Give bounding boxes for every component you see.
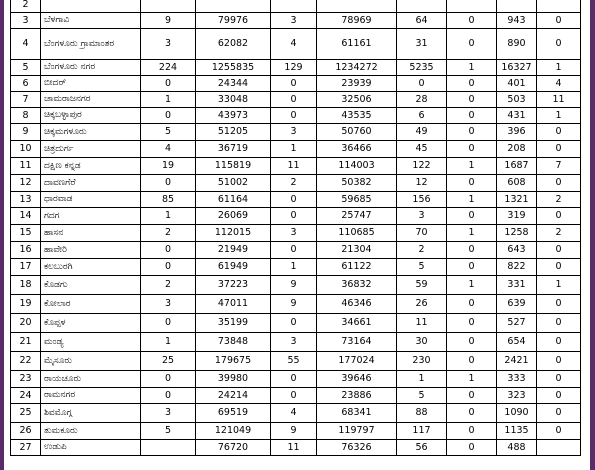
table-row <box>11 0 581 13</box>
value-cell: 527 <box>497 314 537 333</box>
value-cell: 4 <box>537 76 581 92</box>
district-name-cell: ಚಾಮರಾಜನಗರ <box>41 92 141 108</box>
value-cell <box>537 440 581 456</box>
value-cell: 129 <box>271 60 317 76</box>
right-border-rule <box>590 0 595 470</box>
table-row <box>11 13 581 29</box>
value-cell: 0 <box>447 259 497 276</box>
value-cell: 9 <box>141 13 196 29</box>
value-cell: 2 <box>141 225 196 242</box>
district-name-cell: ದಾವಣಗೆರೆ <box>41 175 141 192</box>
value-cell: 0 <box>447 242 497 259</box>
value-cell: 28 <box>397 92 447 108</box>
table-row <box>11 124 581 141</box>
row-number-cell: 11 <box>11 158 41 175</box>
value-cell: 36466 <box>317 141 397 158</box>
value-cell: 1 <box>447 192 497 208</box>
value-cell: 654 <box>497 333 537 352</box>
value-cell: 33048 <box>196 92 271 108</box>
value-cell: 1255835 <box>196 60 271 76</box>
table-row <box>11 276 581 295</box>
value-cell: 0 <box>537 175 581 192</box>
value-cell: 208 <box>497 141 537 158</box>
value-cell: 121049 <box>196 423 271 440</box>
value-cell: 0 <box>141 108 196 124</box>
value-cell: 431 <box>497 108 537 124</box>
value-cell: 24214 <box>196 388 271 404</box>
value-cell: 11 <box>271 440 317 456</box>
district-name-cell: ರಾಯಚೂರು <box>41 371 141 388</box>
district-name-cell: ದಕ್ಷಿಣ ಕನ್ನಡ <box>41 158 141 175</box>
value-cell: 55 <box>271 352 317 371</box>
value-cell: 639 <box>497 295 537 314</box>
value-cell: 0 <box>447 423 497 440</box>
value-cell: 0 <box>271 108 317 124</box>
table-body <box>11 0 581 456</box>
value-cell: 78969 <box>317 13 397 29</box>
row-number-cell: 9 <box>11 124 41 141</box>
table-row <box>11 192 581 208</box>
value-cell: 0 <box>141 314 196 333</box>
value-cell: 70 <box>397 225 447 242</box>
value-cell: 3 <box>141 29 196 60</box>
value-cell: 0 <box>141 76 196 92</box>
value-cell: 61164 <box>196 192 271 208</box>
district-name-cell: ರಾಮನಗರ <box>41 388 141 404</box>
table-row <box>11 352 581 371</box>
value-cell: 46346 <box>317 295 397 314</box>
value-cell: 943 <box>497 13 537 29</box>
value-cell: 21304 <box>317 242 397 259</box>
value-cell: 3 <box>271 333 317 352</box>
district-name-cell: ಬೆಂಗಳೂರು ಗ್ರಾಮಾಂತರ <box>41 29 141 60</box>
value-cell: 0 <box>537 352 581 371</box>
table-row <box>11 108 581 124</box>
value-cell: 0 <box>537 29 581 60</box>
value-cell: 0 <box>447 13 497 29</box>
table-row <box>11 141 581 158</box>
table-row <box>11 423 581 440</box>
district-name-cell: ಕಲಬುರಗಿ <box>41 259 141 276</box>
value-cell: 122 <box>397 158 447 175</box>
value-cell: 1 <box>271 259 317 276</box>
value-cell: 30 <box>397 333 447 352</box>
value-cell: 179675 <box>196 352 271 371</box>
value-cell: 49 <box>397 124 447 141</box>
value-cell: 36719 <box>196 141 271 158</box>
value-cell: 0 <box>447 333 497 352</box>
value-cell: 0 <box>141 388 196 404</box>
value-cell: 34661 <box>317 314 397 333</box>
value-cell: 76720 <box>196 440 271 456</box>
value-cell: 4 <box>141 141 196 158</box>
value-cell: 61949 <box>196 259 271 276</box>
value-cell: 26 <box>397 295 447 314</box>
district-name-cell: ಕೊಡಗು <box>41 276 141 295</box>
value-cell <box>497 0 537 13</box>
value-cell: 3 <box>141 404 196 423</box>
value-cell: 3 <box>271 13 317 29</box>
value-cell: 156 <box>397 192 447 208</box>
district-name-cell: ಚಿತ್ರದುರ್ಗ <box>41 141 141 158</box>
value-cell: 64 <box>397 13 447 29</box>
value-cell: 0 <box>537 314 581 333</box>
value-cell: 1 <box>447 60 497 76</box>
value-cell: 5 <box>141 423 196 440</box>
value-cell: 0 <box>537 259 581 276</box>
value-cell: 35199 <box>196 314 271 333</box>
value-cell: 0 <box>447 76 497 92</box>
value-cell: 0 <box>141 259 196 276</box>
value-cell: 319 <box>497 208 537 225</box>
value-cell: 0 <box>271 192 317 208</box>
district-name-cell: ಶಿವಮೊಗ್ಗ <box>41 404 141 423</box>
district-name-cell: ಬೆಂಗಳೂರು ನಗರ <box>41 60 141 76</box>
row-number-cell: 26 <box>11 423 41 440</box>
value-cell <box>141 440 196 456</box>
value-cell: 0 <box>537 208 581 225</box>
value-cell: 396 <box>497 124 537 141</box>
value-cell: 59685 <box>317 192 397 208</box>
value-cell: 2 <box>271 175 317 192</box>
row-number-cell: 12 <box>11 175 41 192</box>
table-row <box>11 404 581 423</box>
value-cell: 9 <box>271 295 317 314</box>
value-cell: 1 <box>447 225 497 242</box>
table-row <box>11 388 581 404</box>
row-number-cell: 20 <box>11 314 41 333</box>
value-cell: 1 <box>397 371 447 388</box>
value-cell: 4 <box>271 404 317 423</box>
value-cell: 9 <box>271 423 317 440</box>
value-cell: 0 <box>447 175 497 192</box>
value-cell: 117 <box>397 423 447 440</box>
district-name-cell: ಚಿಕ್ಕಮಗಳೂರು <box>41 124 141 141</box>
value-cell: 88 <box>397 404 447 423</box>
value-cell: 3 <box>397 208 447 225</box>
row-number-cell: 10 <box>11 141 41 158</box>
value-cell: 822 <box>497 259 537 276</box>
value-cell: 43535 <box>317 108 397 124</box>
value-cell: 0 <box>447 108 497 124</box>
value-cell: 0 <box>447 314 497 333</box>
value-cell: 37223 <box>196 276 271 295</box>
value-cell: 9 <box>271 276 317 295</box>
value-cell: 39646 <box>317 371 397 388</box>
value-cell: 47011 <box>196 295 271 314</box>
value-cell: 323 <box>497 388 537 404</box>
table-row <box>11 242 581 259</box>
district-name-cell <box>41 0 141 13</box>
value-cell: 0 <box>537 388 581 404</box>
table-row <box>11 29 581 60</box>
value-cell: 0 <box>537 404 581 423</box>
value-cell: 19 <box>141 158 196 175</box>
value-cell: 0 <box>447 388 497 404</box>
row-number-cell: 5 <box>11 60 41 76</box>
district-name-cell: ಕೋಲಾರ <box>41 295 141 314</box>
value-cell <box>397 0 447 13</box>
value-cell: 51205 <box>196 124 271 141</box>
value-cell: 51002 <box>196 175 271 192</box>
value-cell: 1 <box>537 60 581 76</box>
row-number-cell: 25 <box>11 404 41 423</box>
value-cell: 0 <box>537 295 581 314</box>
value-cell: 2 <box>397 242 447 259</box>
value-cell: 2 <box>141 276 196 295</box>
row-number-cell: 24 <box>11 388 41 404</box>
value-cell: 50382 <box>317 175 397 192</box>
value-cell: 16327 <box>497 60 537 76</box>
table-row <box>11 371 581 388</box>
value-cell: 119797 <box>317 423 397 440</box>
table-row <box>11 175 581 192</box>
value-cell: 79976 <box>196 13 271 29</box>
value-cell: 0 <box>447 404 497 423</box>
value-cell: 1135 <box>497 423 537 440</box>
value-cell: 0 <box>447 124 497 141</box>
value-cell: 62082 <box>196 29 271 60</box>
row-number-cell: 16 <box>11 242 41 259</box>
value-cell: 21949 <box>196 242 271 259</box>
row-number-cell: 21 <box>11 333 41 352</box>
value-cell: 32506 <box>317 92 397 108</box>
value-cell: 50760 <box>317 124 397 141</box>
value-cell: 3 <box>141 295 196 314</box>
value-cell: 0 <box>271 242 317 259</box>
value-cell: 0 <box>447 295 497 314</box>
value-cell: 26069 <box>196 208 271 225</box>
row-number-cell: 7 <box>11 92 41 108</box>
value-cell: 0 <box>447 92 497 108</box>
value-cell: 503 <box>497 92 537 108</box>
value-cell: 5 <box>397 259 447 276</box>
value-cell: 1 <box>271 141 317 158</box>
value-cell: 488 <box>497 440 537 456</box>
row-number-cell: 19 <box>11 295 41 314</box>
value-cell: 0 <box>537 242 581 259</box>
value-cell: 4 <box>271 29 317 60</box>
value-cell: 5 <box>397 388 447 404</box>
value-cell: 3 <box>271 124 317 141</box>
row-number-cell: 14 <box>11 208 41 225</box>
table-row <box>11 208 581 225</box>
value-cell: 0 <box>447 141 497 158</box>
value-cell <box>141 0 196 13</box>
value-cell: 73164 <box>317 333 397 352</box>
value-cell: 7 <box>537 158 581 175</box>
value-cell: 114003 <box>317 158 397 175</box>
table-row <box>11 92 581 108</box>
value-cell: 2421 <box>497 352 537 371</box>
row-number-cell: 27 <box>11 440 41 456</box>
value-cell: 1 <box>141 333 196 352</box>
row-number-cell: 3 <box>11 13 41 29</box>
district-name-cell: ಚಿಕ್ಕಬಳ್ಳಾಪುರ <box>41 108 141 124</box>
row-number-cell: 6 <box>11 76 41 92</box>
table-row <box>11 158 581 175</box>
value-cell: 1258 <box>497 225 537 242</box>
value-cell: 31 <box>397 29 447 60</box>
value-cell: 45 <box>397 141 447 158</box>
row-number-cell: 17 <box>11 259 41 276</box>
value-cell: 6 <box>397 108 447 124</box>
value-cell: 0 <box>447 29 497 60</box>
value-cell: 11 <box>271 158 317 175</box>
value-cell: 24344 <box>196 76 271 92</box>
district-name-cell: ತುಮಕೂರು <box>41 423 141 440</box>
value-cell: 333 <box>497 371 537 388</box>
value-cell: 0 <box>537 423 581 440</box>
value-cell: 25 <box>141 352 196 371</box>
value-cell: 643 <box>497 242 537 259</box>
value-cell: 1234272 <box>317 60 397 76</box>
row-number-cell: 15 <box>11 225 41 242</box>
value-cell: 73848 <box>196 333 271 352</box>
value-cell: 76326 <box>317 440 397 456</box>
value-cell: 5 <box>141 124 196 141</box>
value-cell: 43973 <box>196 108 271 124</box>
value-cell: 39980 <box>196 371 271 388</box>
value-cell: 1 <box>447 371 497 388</box>
table-row <box>11 259 581 276</box>
value-cell: 61122 <box>317 259 397 276</box>
table-row <box>11 314 581 333</box>
row-number-cell: 23 <box>11 371 41 388</box>
district-name-cell: ಬೆಳಗಾವಿ <box>41 13 141 29</box>
value-cell: 0 <box>537 371 581 388</box>
table-row <box>11 440 581 456</box>
value-cell: 12 <box>397 175 447 192</box>
value-cell: 1 <box>141 92 196 108</box>
value-cell: 0 <box>271 314 317 333</box>
table-row <box>11 76 581 92</box>
district-name-cell: ಮಂಡ್ಯ <box>41 333 141 352</box>
left-border-rule <box>0 0 4 470</box>
value-cell: 0 <box>447 440 497 456</box>
value-cell: 11 <box>537 92 581 108</box>
value-cell: 890 <box>497 29 537 60</box>
value-cell: 0 <box>141 242 196 259</box>
value-cell <box>196 0 271 13</box>
district-statistics-table <box>10 0 581 456</box>
value-cell: 110685 <box>317 225 397 242</box>
row-number-cell: 4 <box>11 29 41 60</box>
row-number-cell: 18 <box>11 276 41 295</box>
district-name-cell: ಕೊಪ್ಪಳ <box>41 314 141 333</box>
value-cell: 1 <box>447 158 497 175</box>
value-cell: 1 <box>537 108 581 124</box>
value-cell: 0 <box>447 208 497 225</box>
district-name-cell: ಉಡುಪಿ <box>41 440 141 456</box>
value-cell: 230 <box>397 352 447 371</box>
table-row <box>11 60 581 76</box>
value-cell: 1 <box>141 208 196 225</box>
row-number-cell: 2 <box>11 0 41 13</box>
value-cell: 0 <box>271 371 317 388</box>
value-cell: 177024 <box>317 352 397 371</box>
value-cell <box>537 0 581 13</box>
value-cell <box>447 0 497 13</box>
value-cell: 401 <box>497 76 537 92</box>
value-cell: 68341 <box>317 404 397 423</box>
district-name-cell: ಗದಗ <box>41 208 141 225</box>
value-cell: 59 <box>397 276 447 295</box>
value-cell: 331 <box>497 276 537 295</box>
value-cell: 1090 <box>497 404 537 423</box>
value-cell: 0 <box>537 13 581 29</box>
value-cell: 25747 <box>317 208 397 225</box>
value-cell: 0 <box>141 175 196 192</box>
value-cell: 0 <box>141 371 196 388</box>
value-cell: 608 <box>497 175 537 192</box>
value-cell: 0 <box>397 76 447 92</box>
district-name-cell: ಬೀದರ್ <box>41 76 141 92</box>
value-cell: 23939 <box>317 76 397 92</box>
value-cell: 112015 <box>196 225 271 242</box>
value-cell: 36832 <box>317 276 397 295</box>
district-name-cell: ಧಾರವಾಡ <box>41 192 141 208</box>
value-cell: 0 <box>271 208 317 225</box>
value-cell: 0 <box>271 76 317 92</box>
row-number-cell: 13 <box>11 192 41 208</box>
value-cell: 1 <box>537 276 581 295</box>
row-number-cell: 22 <box>11 352 41 371</box>
table-row <box>11 225 581 242</box>
district-name-cell: ಮೈಸೂರು <box>41 352 141 371</box>
value-cell: 5235 <box>397 60 447 76</box>
district-name-cell: ಹಾವೇರಿ <box>41 242 141 259</box>
value-cell: 23886 <box>317 388 397 404</box>
value-cell: 56 <box>397 440 447 456</box>
value-cell: 61161 <box>317 29 397 60</box>
table-row <box>11 295 581 314</box>
value-cell: 1 <box>447 276 497 295</box>
value-cell: 0 <box>271 388 317 404</box>
value-cell: 0 <box>537 124 581 141</box>
value-cell: 2 <box>537 192 581 208</box>
value-cell: 0 <box>537 333 581 352</box>
value-cell: 69519 <box>196 404 271 423</box>
table-row <box>11 333 581 352</box>
value-cell: 115819 <box>196 158 271 175</box>
value-cell: 1321 <box>497 192 537 208</box>
value-cell: 1687 <box>497 158 537 175</box>
value-cell: 11 <box>397 314 447 333</box>
row-number-cell: 8 <box>11 108 41 124</box>
value-cell <box>317 0 397 13</box>
value-cell: 224 <box>141 60 196 76</box>
value-cell: 0 <box>447 352 497 371</box>
value-cell: 2 <box>537 225 581 242</box>
value-cell <box>271 0 317 13</box>
district-name-cell: ಹಾಸನ <box>41 225 141 242</box>
value-cell: 0 <box>271 92 317 108</box>
value-cell: 0 <box>537 141 581 158</box>
value-cell: 85 <box>141 192 196 208</box>
value-cell: 3 <box>271 225 317 242</box>
